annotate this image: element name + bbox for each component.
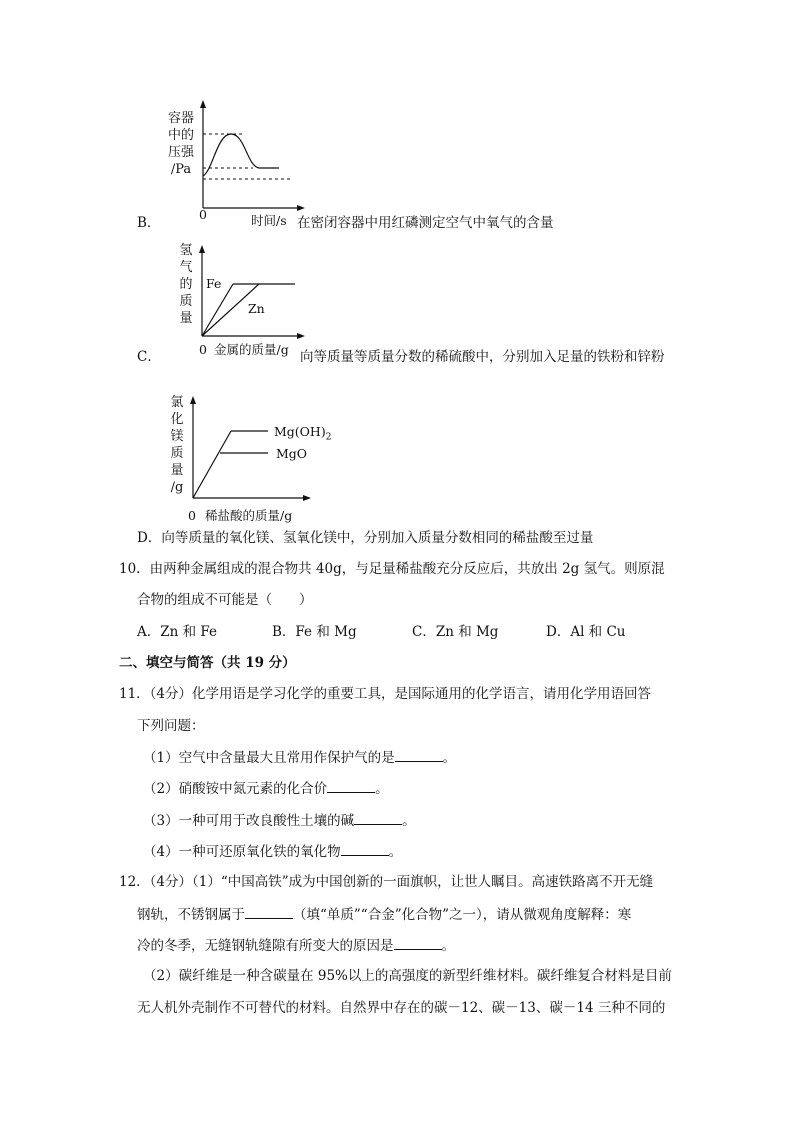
graph-b-xlabel: 时间/s [251,213,287,228]
graph-d-label-mgoh2 [274,423,331,447]
graph-d-ylabel-line: /g [170,480,184,495]
section-heading: 二、填空与简答（共 19 分） [119,655,296,671]
graph-d-ylabel-line: 量 [170,463,184,478]
q11-sub3-text: （3）一种可用于改良酸性土壤的碱 [143,813,355,829]
graph-d-xlabel: 稀盐酸的质量/g [205,508,293,523]
q12-line2-text-a: 钢轨，不锈钢属于 [137,907,245,923]
graph-c-y-arrow [199,245,205,253]
graph-d-mgoh2-rise [193,431,231,498]
answer-blank[interactable] [354,811,402,825]
q10-line2: 合物的组成不可能是（ ） [137,592,313,608]
graph-c-xlabel: 金属的质量/g [214,342,289,357]
q12-line3-text-b: 。 [441,938,455,954]
graph-d-label-mgoh2-main: Mg(OH) [274,424,326,439]
graph-c-label-fe: Fe [206,276,222,291]
graph-b-ylabel-line: /Pa [170,162,192,177]
answer-blank[interactable] [245,905,293,919]
q11-sub4 [143,842,402,861]
graph-b-option-letter: B． [137,215,161,231]
graph-c-caption: 向等质量等质量分数的稀硫酸中，分别加入足量的铁粉和锌粉 [300,349,665,365]
q11-sub4-end: 。 [388,844,403,860]
q10-line1: 10．由两种金属组成的混合物共 40g，与足量稀盐酸充分反应后，共放出 2g 氢气。则原混 [119,561,665,577]
graph-b-curve [203,134,279,176]
graph-d-ylabel-line: 氯 [170,395,184,410]
graph-b-ylabel-line: 容器 [167,111,194,126]
graph-c-ylabel-line: 氢 [179,243,193,258]
answer-blank[interactable] [327,779,375,793]
q12-line5: 无人机外壳制作不可替代的材料。自然界中存在的碳－12、碳－13、碳－14 三种不同的 [137,1000,666,1016]
graph-c-option-letter: C． [137,349,161,365]
graph-b-ylabel-line: 压强 [167,145,194,160]
q11-sub3-end: 。 [402,813,416,829]
q12-line3 [137,936,455,955]
graph-b-x-arrow [297,205,305,211]
graph-c-origin: 0 [199,342,207,357]
graph-c-ylabel-line: 气 [179,260,193,275]
q12-line2-text-b: （填“单质”“合金”化合物”之一），请从微观角度解释：寒 [293,907,632,923]
q12-line4: （2）碳纤维是一种含碳量在 95%以上的高强度的新型纤维材料。碳纤维复合材料是目前 [143,968,672,984]
graph-b-origin: 0 [199,207,207,222]
answer-blank[interactable] [394,936,442,950]
q11-sub2-end: 。 [375,781,389,797]
graph-d-ylabel-line: 质 [170,446,184,461]
graph-d-origin: 0 [188,508,196,523]
q12-line3-text-a: 冷的冬季，无缝钢轨缝隙有所变大的原因是 [137,938,394,954]
graph-d-ylabel-line: 化 [170,412,184,427]
graph-c-x-arrow [297,333,305,339]
graph-d-y-arrow [190,396,196,404]
q12-line1: 12．（4分）（1）“中国高铁”成为中国创新的一面旗帜，让世人瞩目。高速铁路离不开无缝 [119,874,654,890]
q11-sub1-text: （1）空气中含量最大且常用作保护气的是 [143,750,395,766]
q10-option-d: D．Al 和 Cu [546,624,626,640]
q11-sub4-text: （4）一种可还原氧化铁的氧化物 [143,844,341,860]
graph-d-ylabel [166,394,188,496]
graph-d-label-mgo: MgO [276,446,308,461]
graph-b-plot [195,100,305,212]
graph-b-caption: 在密闭容器中用红磷测定空气中氧气的含量 [297,215,554,231]
q11-sub2 [143,779,389,798]
q10-option-a: A．Zn 和 Fe [137,624,218,640]
graph-c-ylabel-line: 质 [179,294,193,309]
graph-c-label-zn: Zn [248,301,265,316]
answer-blank[interactable] [341,842,389,856]
q11-sub2-text: （2）硝酸铵中氮元素的化合价 [143,781,328,797]
graph-d-label-mgoh2-sub: 2 [325,432,332,443]
graph-d-caption: D．向等质量的氧化镁、氢氧化镁中，分别加入质量分数相同的稀盐酸至过量 [137,530,594,546]
graph-c-ylabel [176,242,196,327]
q11-line1: 11．（4分）化学用语是学习化学的重要工具，是国际通用的化学语言，请用化学用语回答 [119,686,652,702]
q11-sub3 [143,811,416,830]
graph-c-ylabel-line: 的 [179,277,193,292]
q12-line2 [137,905,631,924]
graph-b-y-arrow [200,100,206,108]
graph-c-ylabel-line: 量 [179,311,193,326]
answer-blank[interactable] [395,748,443,762]
graph-d-x-arrow [303,495,311,501]
q10-option-b: B．Fe 和 Mg [272,624,357,640]
graph-b-ylabel-line: 中的 [167,128,194,143]
q10-option-c: C．Zn 和 Mg [412,624,499,640]
q11-sub1-end: 。 [442,750,457,766]
graph-d-ylabel-line: 镁 [170,429,184,444]
q11-line2: 下列问题： [137,718,205,734]
q11-sub1 [143,748,456,767]
